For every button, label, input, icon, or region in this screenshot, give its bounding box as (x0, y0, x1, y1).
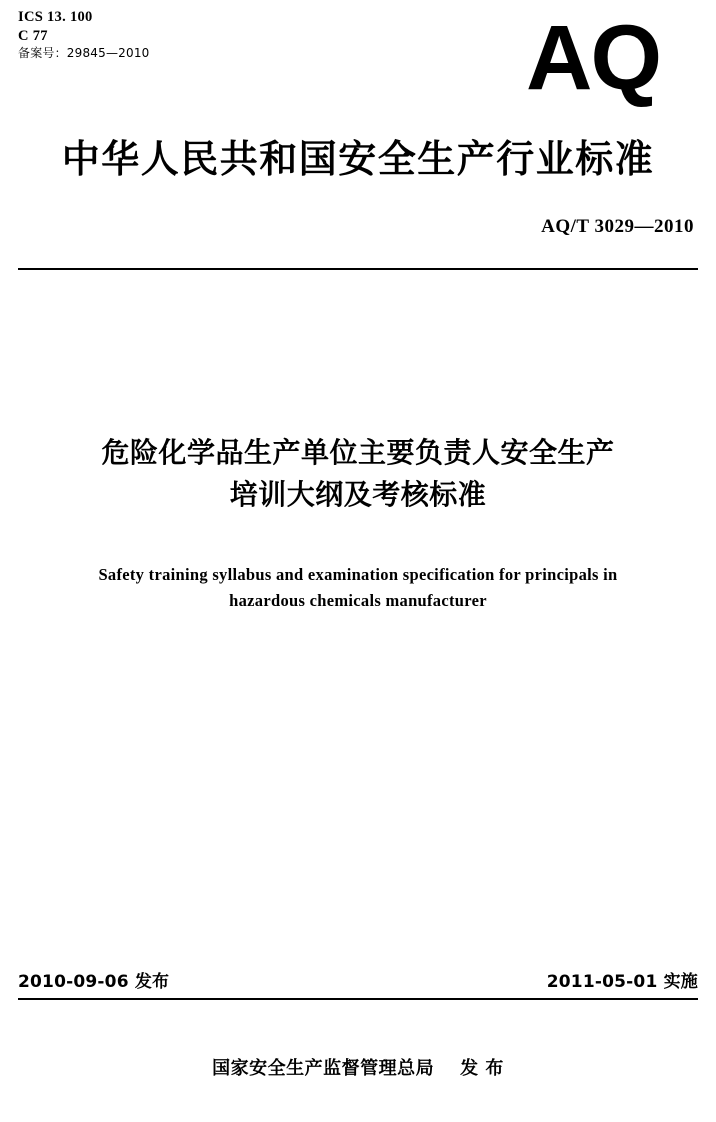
effective-date: 2011-05-01 实施 (546, 972, 698, 992)
document-title-zh-line2: 培训大纲及考核标准 (229, 478, 487, 511)
standard-number: AQ/T 3029—2010 (541, 216, 694, 237)
document-title-zh-line1: 危险化学品生产单位主要负责人安全生产 (101, 436, 615, 469)
issue-date: 2010-09-06 发布 (18, 972, 170, 992)
document-title-zh (28, 432, 688, 516)
divider-top (18, 268, 698, 270)
document-title-en-line2: hazardous chemicals manufacturer (229, 591, 487, 611)
aq-logo: AQ (526, 7, 660, 109)
document-title-en (50, 562, 666, 615)
ics-code: ICS 13. 100 (18, 9, 93, 25)
issuer-action: 发 布 (460, 1058, 504, 1079)
record-number: 备案号：29845—2010 (18, 46, 150, 61)
issuer-line (0, 1054, 716, 1080)
ics-metadata-block (18, 8, 150, 61)
divider-bottom (18, 998, 698, 1000)
document-title-en-line1: Safety training syllabus and examination specification for principals in (98, 565, 618, 584)
issuing-authority-title: 中华人民共和国安全生产行业标准 (61, 137, 655, 181)
classification-code: C 77 (18, 27, 48, 44)
issuer-name: 国家安全生产监督管理总局 (212, 1058, 435, 1079)
